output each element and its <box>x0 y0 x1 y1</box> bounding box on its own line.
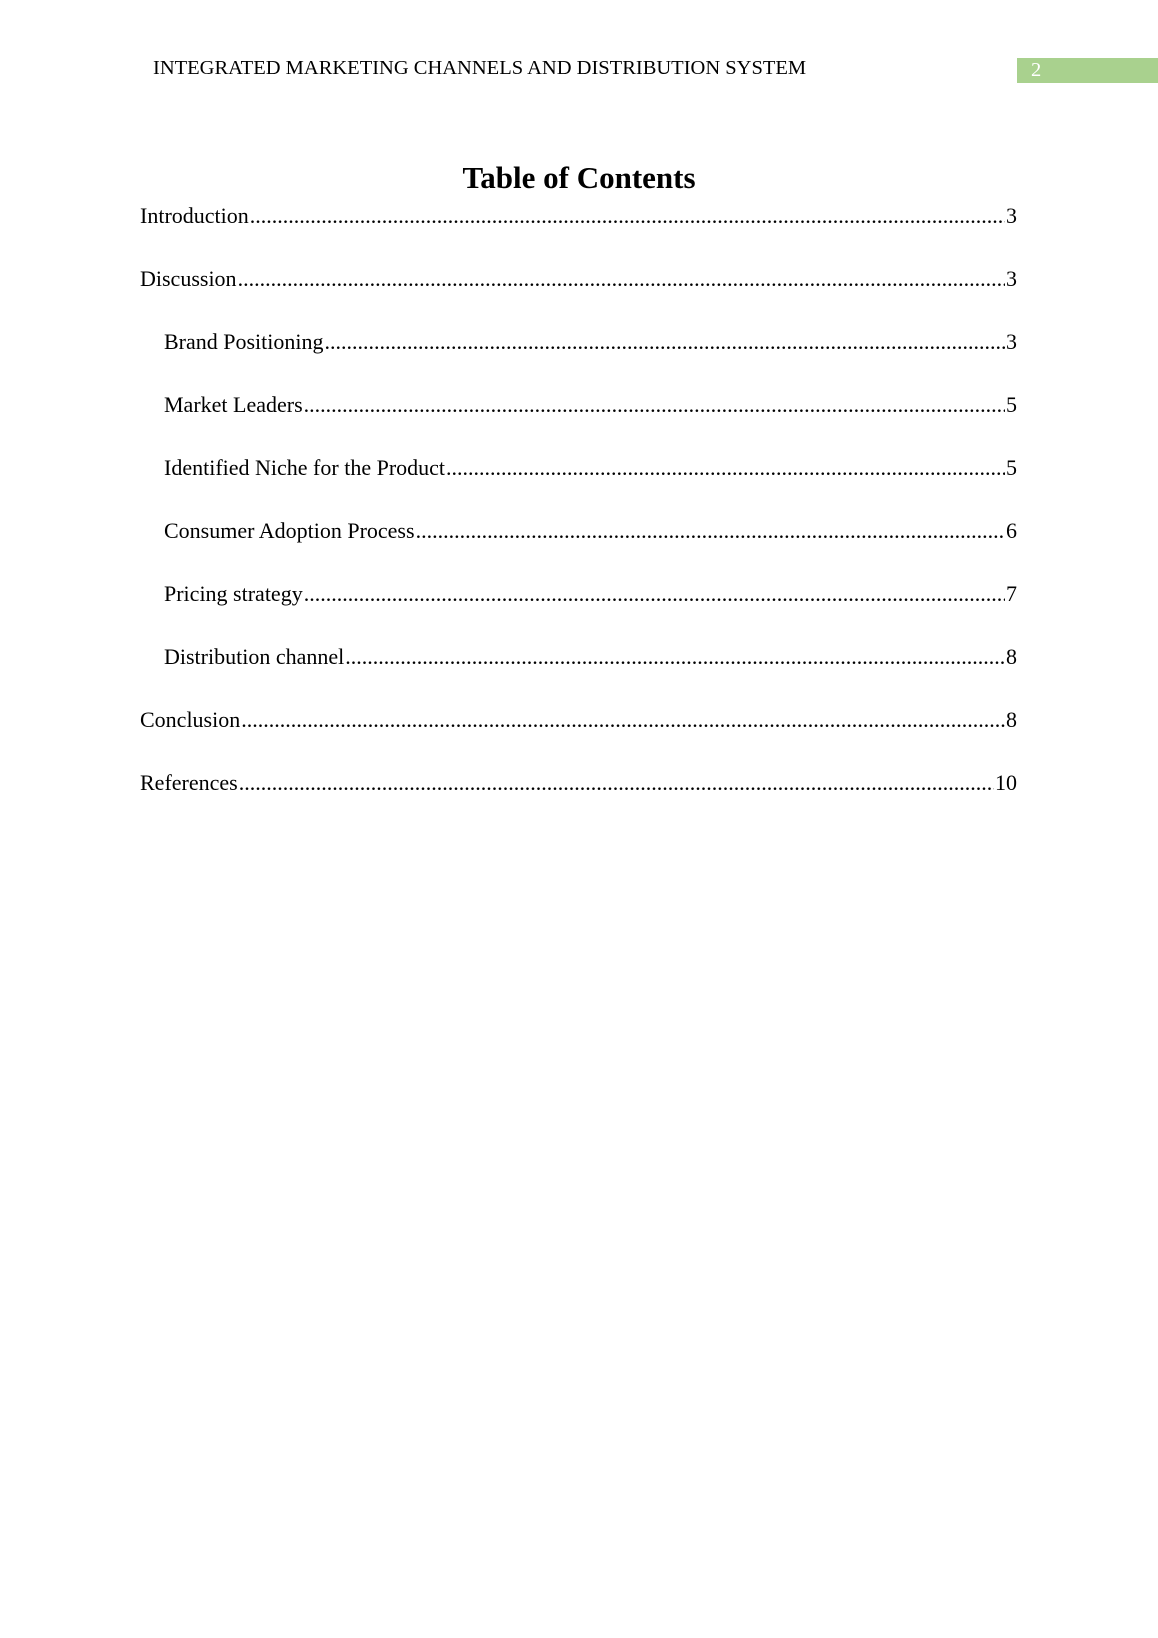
toc-entry-pricing-strategy[interactable] <box>140 578 1017 641</box>
toc-entry-market-leaders[interactable] <box>140 389 1017 452</box>
toc-entry-discussion[interactable] <box>140 263 1017 326</box>
toc-dot-leader <box>241 704 1005 736</box>
toc-entry-label: Introduction <box>140 203 249 228</box>
toc-dot-leader <box>304 389 1005 421</box>
toc-entry-identified-niche[interactable] <box>140 452 1017 515</box>
toc-entry-page: 6 <box>1006 518 1017 543</box>
toc-entry-introduction[interactable] <box>140 200 1017 263</box>
toc-entry-distribution-channel[interactable] <box>140 641 1017 704</box>
toc-entry-page: 8 <box>1006 644 1017 669</box>
toc-entry-label: Brand Positioning <box>164 329 324 354</box>
toc-dot-leader <box>325 326 1005 358</box>
toc-dot-leader <box>446 452 1005 484</box>
toc-entry-label: Consumer Adoption Process <box>164 518 415 543</box>
toc-entry-page: 3 <box>1006 329 1017 354</box>
toc-entry-page: 7 <box>1006 581 1017 606</box>
toc-dot-leader <box>345 641 1005 673</box>
toc-dot-leader <box>304 578 1005 610</box>
toc-dot-leader <box>238 263 1005 295</box>
toc-dot-leader <box>239 767 994 799</box>
toc-entry-references[interactable] <box>140 767 1017 830</box>
toc-entry-page: 5 <box>1006 455 1017 480</box>
toc-entry-label: Market Leaders <box>164 392 303 417</box>
toc-entry-brand-positioning[interactable] <box>140 326 1017 389</box>
toc-entry-label: Identified Niche for the Product <box>164 455 446 480</box>
toc-entry-page: 8 <box>1006 707 1017 732</box>
toc-entry-page: 5 <box>1006 392 1017 417</box>
page-number-badge <box>1017 58 1158 83</box>
toc-entry-page: 3 <box>1006 203 1017 228</box>
toc-entry-label: Conclusion <box>140 707 241 732</box>
toc-entry-label: References <box>140 770 238 795</box>
toc-dot-leader <box>416 515 1005 547</box>
toc-entry-page: 10 <box>995 770 1017 795</box>
page-number: 2 <box>1031 59 1042 81</box>
toc-heading: Table of Contents <box>462 160 696 195</box>
toc-entry-label: Discussion <box>140 266 237 291</box>
toc-entry-label: Pricing strategy <box>164 581 303 606</box>
table-of-contents <box>140 200 1017 830</box>
running-header-title: INTEGRATED MARKETING CHANNELS AND DISTRIBUTION SYSTEM <box>153 57 807 79</box>
toc-entry-label: Distribution channel <box>164 644 345 669</box>
toc-entry-page: 3 <box>1006 266 1017 291</box>
toc-dot-leader <box>250 200 1005 232</box>
toc-entry-consumer-adoption-process[interactable] <box>140 515 1017 578</box>
toc-entry-conclusion[interactable] <box>140 704 1017 767</box>
